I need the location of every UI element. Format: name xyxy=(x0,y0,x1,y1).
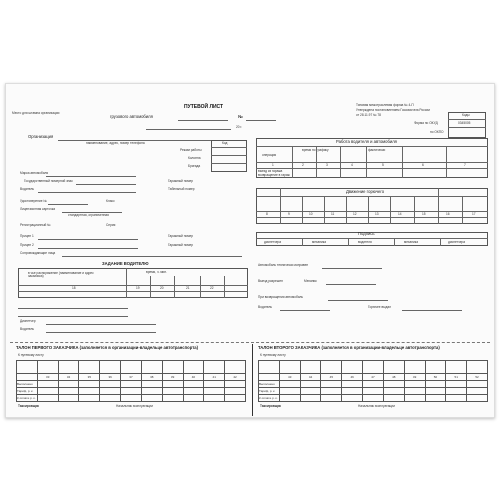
sig-driver-label: Водитель xyxy=(258,305,273,309)
talon-right-chief: Начальник эксплуатации xyxy=(358,404,395,408)
dw-col-3: 3 xyxy=(326,163,328,167)
sig-role-2: механика xyxy=(312,240,327,244)
talon-left-to-list: К путевому листу xyxy=(18,353,44,357)
document-title: ПУТЕВОЙ ЛИСТ xyxy=(184,104,224,110)
dw-col-4: 4 xyxy=(351,163,353,167)
tr-col: 43 xyxy=(279,374,300,381)
talon-right-table xyxy=(258,360,488,402)
signatures-title: Подпись xyxy=(358,231,375,236)
work-mode-box xyxy=(211,140,247,172)
assignment-col-22: 22 xyxy=(210,286,214,290)
dw-col-6: 6 xyxy=(422,163,424,167)
talon-left-chief: Начальник эксплуатации xyxy=(116,404,153,408)
actual-label: фактически xyxy=(368,148,386,152)
fuel-col-13: 13 xyxy=(375,212,379,216)
fuel-col-16: 16 xyxy=(446,212,450,216)
tr-col: 49 xyxy=(404,374,425,381)
tl-col: 42 xyxy=(225,374,246,381)
license-hint: стандартная, ограниченная xyxy=(68,213,109,217)
sig-role-1: диспетчера xyxy=(264,240,282,244)
tr-col: 44 xyxy=(300,374,321,381)
talon-right-title: ТАЛОН ВТОРОГО ЗАКАЗЧИКА (заполняется в организации-владельце автотранспорта) xyxy=(258,345,440,350)
dw-col-5: 5 xyxy=(382,163,384,167)
work-mode-code-label: Код xyxy=(222,141,228,145)
talon-left-taxation: Таксировщик xyxy=(18,404,40,408)
dw-col-7: 7 xyxy=(464,163,466,167)
trailer2-garage-label: Гаражный номер xyxy=(168,243,193,247)
schedule-label: время по графику xyxy=(302,148,329,152)
tr-row-tariff: Тариф, р. к. xyxy=(259,388,280,395)
mode-label: Режим работы xyxy=(180,148,202,152)
tr-col: 52 xyxy=(467,374,488,381)
fuel-col-15: 15 xyxy=(422,212,426,216)
garage-label: Гаражный номер xyxy=(168,179,193,183)
tl-col: 38 xyxy=(141,374,162,381)
document-subtitle: грузового автомобиля xyxy=(110,114,153,119)
issue-label: Выезд разрешен xyxy=(258,279,283,283)
fuel-col-17: 17 xyxy=(472,212,476,216)
dw-col-2: 2 xyxy=(302,163,304,167)
assignment-title: ЗАДАНИЕ ВОДИТЕЛЮ xyxy=(102,261,149,266)
dw-row-out: выезд из гаража xyxy=(258,169,283,173)
talon-right-taxation: Таксировщик xyxy=(260,404,282,408)
driver-label: Водитель xyxy=(20,187,35,191)
tl-col: 41 xyxy=(204,374,225,381)
tr-col: 47 xyxy=(363,374,384,381)
dw-row-back: возвращение в гараж xyxy=(258,173,290,177)
vehicle-label: Марка автомобиля xyxy=(20,171,49,175)
dispatcher-label: Диспетчер xyxy=(20,319,36,323)
tl-col: 35 xyxy=(79,374,100,381)
license-label: Лицензионная карточка xyxy=(20,207,56,211)
sig-role-4: механика xyxy=(404,240,419,244)
stamp-label: Место для штампа организации xyxy=(12,111,60,115)
organization-label: Организация xyxy=(28,134,54,139)
assignment-col-19: 19 xyxy=(136,286,140,290)
assignment-to-whom: в чье распоряжение (наименование и адрес заказчика) xyxy=(28,271,94,279)
tl-col: 40 xyxy=(183,374,204,381)
fuel-col-12: 12 xyxy=(353,212,357,216)
tr-col: 45 xyxy=(321,374,342,381)
tabel-label: Табельный номер xyxy=(168,187,195,191)
assignment-time-label: время, ч. мин. xyxy=(146,270,167,274)
driver-work-title: Работа водителя и автомобиля xyxy=(336,139,397,144)
codes-label: Коды xyxy=(462,113,470,117)
tr-row-done: Выполнено xyxy=(259,381,280,388)
tr-col: 51 xyxy=(446,374,467,381)
talon-right-to-list: К путевому листу xyxy=(260,353,286,357)
cert-label: Удостоверение № xyxy=(20,199,47,203)
year-suffix: 20 г. xyxy=(236,125,243,129)
tr-row-pay: К оплате р. к. xyxy=(259,396,278,400)
fuel-col-10: 10 xyxy=(309,212,313,216)
tr-col: 48 xyxy=(383,374,404,381)
assignment-col-18: 18 xyxy=(72,286,76,290)
form-note-3: от 28.11.97 № 78 xyxy=(356,113,381,117)
trailer2-label: Прицеп 2 xyxy=(20,243,34,247)
tl-col: 39 xyxy=(162,374,183,381)
okpo-label: по ОКПО xyxy=(430,130,444,134)
form-note-1: Типовая межотраслевая форма № 4-П xyxy=(356,103,414,107)
cut-line xyxy=(10,342,490,343)
fuel-col-14: 14 xyxy=(398,212,402,216)
fuel-col-11: 11 xyxy=(331,212,335,216)
form-note-2: Утверждена постановлением Госкомстата России xyxy=(356,108,430,112)
reg-nr-label: Регистрационный № xyxy=(20,223,51,227)
tr-col: 50 xyxy=(425,374,446,381)
reg-label: Государственный номерной знак xyxy=(24,179,73,183)
tl-row-done: Выполнено xyxy=(17,381,38,388)
tl-col: 33 xyxy=(37,374,58,381)
footer-driver-label: Водитель xyxy=(20,327,35,331)
fuel-col-9: 9 xyxy=(288,212,290,216)
tl-col: 36 xyxy=(100,374,121,381)
tl-col: 34 xyxy=(58,374,79,381)
approved-label: Автомобиль технически исправен xyxy=(258,263,309,267)
dw-col-1: 1 xyxy=(272,163,274,167)
class-label: Класс xyxy=(106,199,115,203)
number-label: № xyxy=(238,114,243,119)
tl-row-pay: К оплате р. к. xyxy=(17,396,36,400)
column-label: Колонна xyxy=(188,156,201,160)
talon-left-title: ТАЛОН ПЕРВОГО ЗАКАЗЧИКА (заполняется в организации-владельце автотранспорта) xyxy=(16,345,198,350)
assignment-col-20: 20 xyxy=(160,286,164,290)
trailer1-label: Прицеп 1 xyxy=(20,234,34,238)
trailer1-garage-label: Гаражный номер xyxy=(168,234,193,238)
sig-role-5: диспетчера xyxy=(448,240,466,244)
organization-hint: наименование, адрес, номер телефона xyxy=(86,141,145,145)
series-label: Серия xyxy=(106,223,116,227)
fuel-title: Движение горючего xyxy=(346,189,385,194)
brigade-label: Бригада xyxy=(188,164,201,168)
tr-col: 46 xyxy=(342,374,363,381)
okud-label: Форма по ОКУД xyxy=(414,121,438,125)
assignment-col-21: 21 xyxy=(186,286,190,290)
waybill-sheet xyxy=(5,83,495,418)
talon-left-table xyxy=(16,360,246,402)
okud-code: 0345005 xyxy=(458,121,471,125)
escort-label: Сопровождающие лица xyxy=(20,251,56,255)
tl-row-tariff: Тариф, р. к. xyxy=(17,388,38,395)
fuel-issued-label: Горючее выдал xyxy=(368,305,391,309)
fuel-col-8: 8 xyxy=(266,212,268,216)
mechanic-label: Механик xyxy=(304,279,317,283)
tl-col: 37 xyxy=(121,374,142,381)
operation-label: операция xyxy=(262,153,277,157)
check-label: При возвращении автомобиль xyxy=(258,295,304,299)
sig-role-3: водителя xyxy=(358,240,372,244)
